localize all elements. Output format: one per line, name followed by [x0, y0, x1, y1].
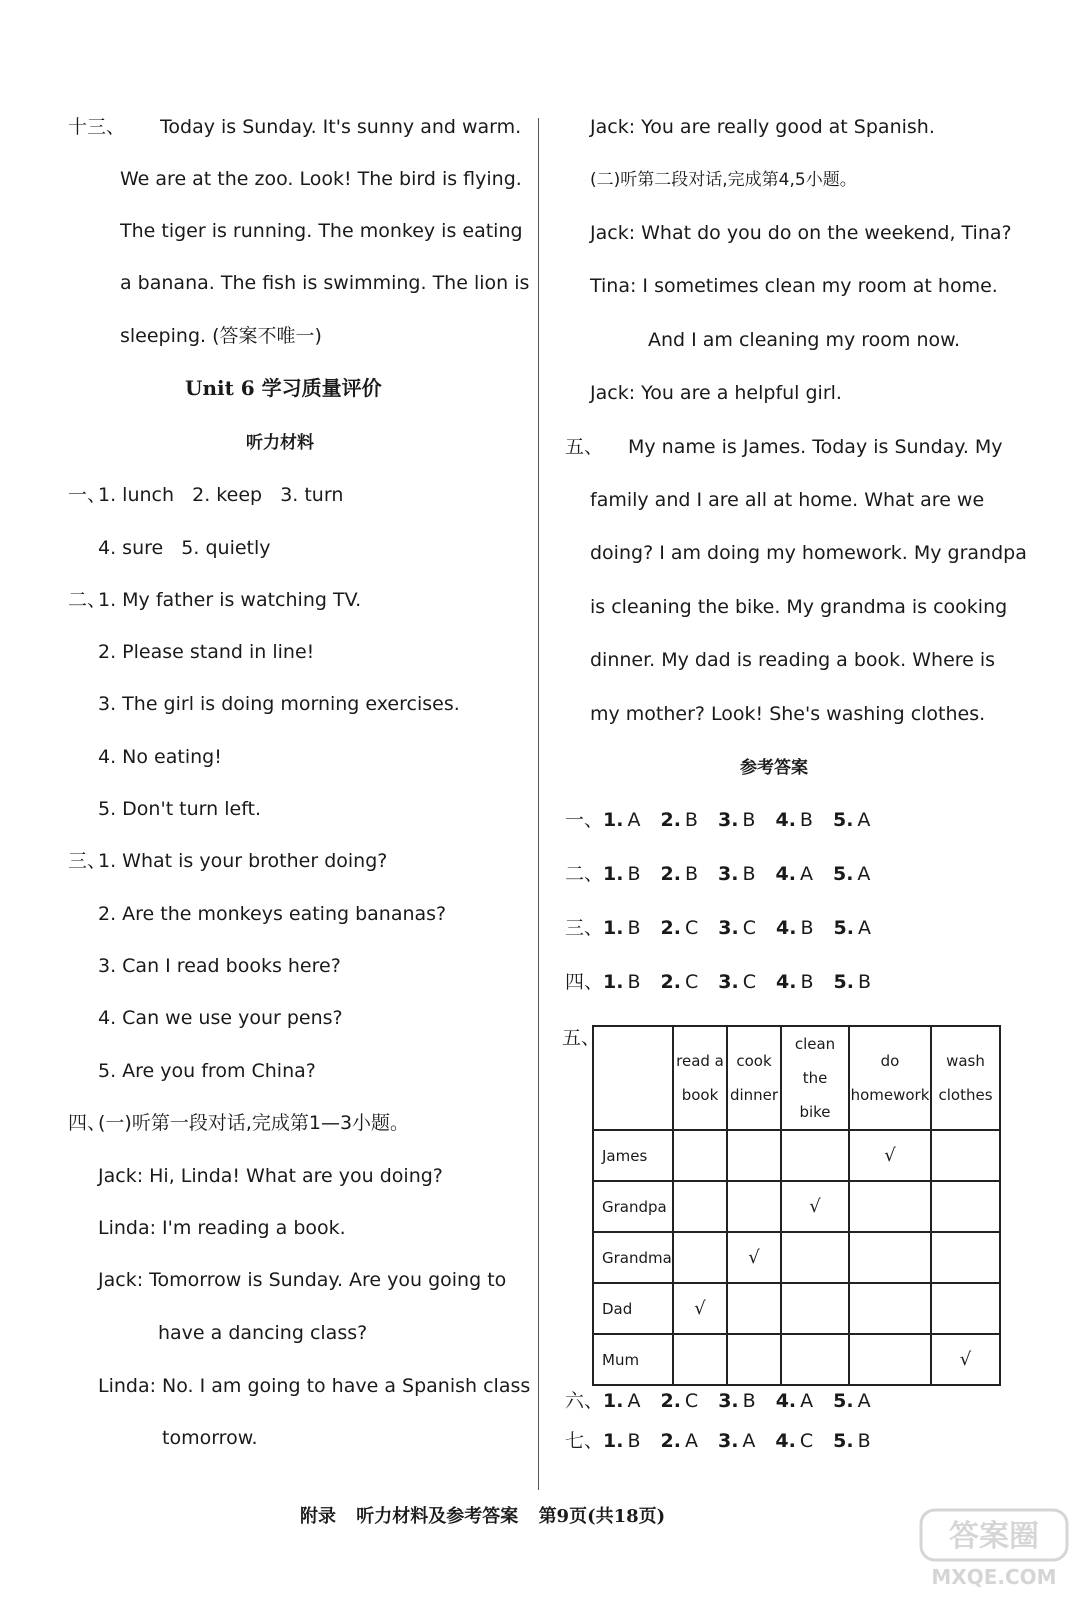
- section-1-label: 一、: [68, 484, 107, 506]
- section-2-label: 二、: [68, 589, 107, 611]
- table-cell: [727, 1181, 781, 1232]
- answer-number: 1.: [603, 971, 624, 993]
- answer-number: 2.: [660, 971, 681, 993]
- answer-number: 2.: [660, 863, 681, 885]
- answer-number: 1.: [603, 809, 624, 831]
- answer-number: 4.: [775, 971, 797, 993]
- answer-number: 1.: [603, 917, 624, 939]
- col-header-line: homework: [850, 1086, 930, 1104]
- answers-row-3: [565, 916, 891, 940]
- s3-line-1: 1. What is your brother doing?: [98, 850, 388, 872]
- table-cell: [781, 1181, 849, 1232]
- answer-choice: B: [800, 917, 814, 939]
- column-divider: [538, 118, 539, 1490]
- answer-number: 2.: [660, 917, 681, 939]
- section-13-label: 十三、: [68, 116, 126, 138]
- s5-line-1: My name is James. Today is Sunday. My: [628, 436, 1003, 458]
- table-cell: [727, 1283, 781, 1334]
- answer-number: 3.: [717, 809, 739, 831]
- answer-number: 4.: [775, 863, 796, 885]
- s13-line-1: Today is Sunday. It's sunny and warm.: [160, 116, 522, 138]
- s5-line-3: doing? I am doing my homework. My grandpa: [590, 542, 1027, 564]
- s13-line-5: sleeping. (答案不唯一): [120, 325, 322, 347]
- s5-line-4: is cleaning the bike. My grandma is cooking: [590, 596, 1008, 618]
- s3-line-4: 4. Can we use your pens?: [98, 1007, 343, 1029]
- answer-choice: B: [684, 809, 698, 831]
- check-mark: √: [694, 1298, 706, 1319]
- s2-line-4: 4. No eating!: [98, 746, 222, 768]
- s4-line-6: tomorrow.: [162, 1427, 258, 1449]
- answer-choice: A: [800, 1390, 814, 1412]
- s2-line-5: 5. Don't turn left.: [98, 798, 262, 820]
- table-row: [593, 1232, 1000, 1283]
- answers-row-1: [565, 808, 890, 832]
- answer-number: 3.: [718, 863, 739, 885]
- answer-choice: B: [857, 1430, 871, 1452]
- col-header-line: clean the: [794, 1035, 836, 1087]
- section-5-label: 五、: [565, 436, 604, 458]
- table-row: [593, 1181, 1000, 1232]
- table-col-header: [727, 1026, 781, 1130]
- answer-number: 5.: [832, 863, 854, 885]
- section-4-label: 四、: [68, 1112, 107, 1134]
- check-mark: √: [809, 1196, 821, 1217]
- col-header-line: clothes: [938, 1086, 993, 1104]
- table-row: [593, 1334, 1000, 1385]
- s2-line-3: 3. The girl is doing morning exercises.: [98, 693, 460, 715]
- answer-choice: B: [800, 971, 814, 993]
- answer-choice: C: [742, 917, 756, 939]
- s5-line-6: my mother? Look! She's washing clothes.: [590, 703, 986, 725]
- answers2-row-1: [565, 1389, 891, 1413]
- answer-label: 六、: [565, 1390, 604, 1412]
- table-corner: [593, 1026, 673, 1130]
- answer-choice: B: [627, 863, 641, 885]
- answer-choice: A: [627, 1390, 641, 1412]
- answer-heading: 参考答案: [740, 758, 808, 778]
- answer-number: 5.: [832, 809, 854, 831]
- answer-number: 1.: [603, 863, 624, 885]
- check-mark: √: [884, 1145, 896, 1166]
- answer-number: 4.: [775, 809, 796, 831]
- table-cell: [781, 1334, 849, 1385]
- section-3-label: 三、: [68, 850, 107, 872]
- col-header-line: read a: [676, 1052, 724, 1070]
- listening-heading: 听力材料: [246, 433, 314, 453]
- answer-choice: B: [627, 1430, 641, 1452]
- table-cell: [931, 1283, 1000, 1334]
- col-header-line: wash: [946, 1052, 985, 1070]
- answer-number: 3.: [718, 917, 739, 939]
- s1-line-2: 4. sure 5. quietly: [98, 537, 271, 559]
- dialog-line-4: And I am cleaning my room now.: [648, 329, 960, 351]
- answer-label: 七、: [565, 1430, 604, 1452]
- table-cell: [673, 1334, 727, 1385]
- answer-number: 4.: [775, 1430, 796, 1452]
- answer-label: 四、: [565, 971, 604, 993]
- table-cell: [781, 1283, 849, 1334]
- answer-choice: A: [627, 809, 641, 831]
- footer-title: 听力材料及参考答案: [356, 1506, 519, 1527]
- answers-row-4: [565, 970, 891, 994]
- s4-line-1: Jack: Hi, Linda! What are you doing?: [98, 1165, 443, 1187]
- dialog-line-5: Jack: You are a helpful girl.: [590, 382, 842, 404]
- footer-page: 第9页(共18页): [538, 1506, 666, 1527]
- answer-table: [592, 1025, 1001, 1386]
- table-row: [593, 1283, 1000, 1334]
- watermark-logo: [919, 1508, 1069, 1590]
- answer-number: 5.: [833, 971, 854, 993]
- s4-line-2: Linda: I'm reading a book.: [98, 1217, 346, 1239]
- col-header-line: book: [681, 1086, 719, 1104]
- answer-choice: B: [742, 863, 756, 885]
- row-name: Mum: [593, 1334, 673, 1385]
- answer-number: 3.: [718, 1390, 739, 1412]
- answer-number: 1.: [603, 1390, 624, 1412]
- table-cell: [673, 1181, 727, 1232]
- answer-choice: B: [799, 809, 813, 831]
- answer-choice: C: [684, 971, 699, 993]
- answer-choice: B: [857, 971, 871, 993]
- table-cell: [673, 1283, 727, 1334]
- table-cell: [931, 1232, 1000, 1283]
- answer-number: 2.: [660, 809, 681, 831]
- answer-choice: A: [799, 863, 813, 885]
- s13-line-2: We are at the zoo. Look! The bird is flying.: [120, 168, 522, 190]
- dialog-2-intro: (二)听第二段对话,完成第4,5小题。: [590, 170, 857, 190]
- s4-line-5: Linda: No. I am going to have a Spanish class: [98, 1375, 531, 1397]
- answer-choice: B: [627, 971, 641, 993]
- table-col-header: [849, 1026, 931, 1130]
- table-cell: [781, 1232, 849, 1283]
- answer-choice: B: [684, 863, 699, 885]
- answer-choice: A: [857, 809, 871, 831]
- table-col-header: [781, 1026, 849, 1130]
- row-name: Dad: [593, 1283, 673, 1334]
- answer-number: 4.: [775, 917, 797, 939]
- table-cell: [931, 1334, 1000, 1385]
- answer-label: 二、: [565, 863, 604, 885]
- dialog-line-1: Jack: You are really good at Spanish.: [590, 116, 935, 138]
- answers2-row-2: [565, 1429, 891, 1453]
- row-name: James: [593, 1130, 673, 1181]
- col-header-line: dinner: [729, 1086, 779, 1104]
- unit-title: Unit 6 学习质量评价: [185, 376, 382, 400]
- s3-line-3: 3. Can I read books here?: [98, 955, 341, 977]
- answer-number: 5.: [833, 917, 854, 939]
- table-cell: [673, 1130, 727, 1181]
- watermark-bottom: MXQE.COM: [931, 1565, 1057, 1589]
- s1-line-1: 1. lunch 2. keep 3. turn: [98, 484, 344, 506]
- table-cell: [849, 1232, 931, 1283]
- watermark-top: 答案圈: [949, 1519, 1039, 1554]
- table-col-header: [673, 1026, 727, 1130]
- s13-line-4: a banana. The fish is swimming. The lion is: [120, 272, 530, 294]
- footer-appendix: 附录: [300, 1506, 336, 1527]
- answer-number: 5.: [833, 1390, 854, 1412]
- answer-number: 3.: [718, 971, 739, 993]
- col-header-line: bike: [799, 1103, 831, 1121]
- table-cell: [849, 1334, 931, 1385]
- answer-choice: C: [684, 917, 699, 939]
- table-cell: [727, 1232, 781, 1283]
- answers-row-2: [565, 862, 890, 886]
- s2-line-2: 2. Please stand in line!: [98, 641, 315, 663]
- answer-choice: A: [857, 917, 871, 939]
- answer-number: 5.: [833, 1430, 854, 1452]
- check-mark: √: [959, 1349, 972, 1370]
- check-mark: √: [748, 1247, 760, 1268]
- s3-line-5: 5. Are you from China?: [98, 1060, 316, 1082]
- answer-choice: B: [742, 809, 756, 831]
- s13-line-3: The tiger is running. The monkey is eating: [120, 220, 523, 242]
- answer-choice: A: [684, 1430, 698, 1452]
- table-cell: [727, 1130, 781, 1181]
- answer-choice: A: [857, 863, 871, 885]
- s4-line-3: Jack: Tomorrow is Sunday. Are you going to: [98, 1269, 507, 1291]
- s5-line-2: family and I are all at home. What are we: [590, 489, 985, 511]
- row-name: Grandpa: [593, 1181, 673, 1232]
- table-cell: [727, 1334, 781, 1385]
- answer-choice: B: [627, 917, 641, 939]
- s4-line-4: have a dancing class?: [158, 1322, 368, 1344]
- answer-number: 4.: [775, 1390, 797, 1412]
- col-header-line: do: [880, 1052, 900, 1070]
- table-cell: [849, 1283, 931, 1334]
- dialog-line-3: Tina: I sometimes clean my room at home.: [590, 275, 998, 297]
- table-cell: [931, 1181, 1000, 1232]
- answer-number: 1.: [603, 1430, 624, 1452]
- table-cell: [931, 1130, 1000, 1181]
- answer-choice: A: [857, 1390, 871, 1412]
- answer-label: 三、: [565, 917, 604, 939]
- table-label: 五、: [562, 1027, 601, 1049]
- table-cell: [849, 1181, 931, 1232]
- answer-number: 2.: [660, 1390, 681, 1412]
- answer-number: 2.: [660, 1430, 681, 1452]
- table-cell: [781, 1130, 849, 1181]
- table-cell: [673, 1232, 727, 1283]
- answer-choice: C: [799, 1430, 814, 1452]
- row-name: Grandma: [593, 1232, 673, 1283]
- answer-choice: C: [742, 971, 756, 993]
- page-footer: [300, 1502, 679, 1528]
- answer-choice: B: [742, 1390, 756, 1412]
- dialog-line-2: Jack: What do you do on the weekend, Tina?: [590, 222, 1012, 244]
- answer-label: 一、: [565, 809, 604, 831]
- table-cell: [849, 1130, 931, 1181]
- answer-choice: C: [684, 1390, 699, 1412]
- s3-line-2: 2. Are the monkeys eating bananas?: [98, 903, 447, 925]
- s5-line-5: dinner. My dad is reading a book. Where is: [590, 649, 996, 671]
- col-header-line: cook: [736, 1052, 772, 1070]
- answer-number: 3.: [717, 1430, 739, 1452]
- s2-line-1: 1. My father is watching TV.: [98, 589, 362, 611]
- table-col-header: [931, 1026, 1000, 1130]
- s4-intro: (一)听第一段对话,完成第1—3小题。: [98, 1112, 410, 1134]
- table-row: [593, 1130, 1000, 1181]
- answer-choice: A: [742, 1430, 756, 1452]
